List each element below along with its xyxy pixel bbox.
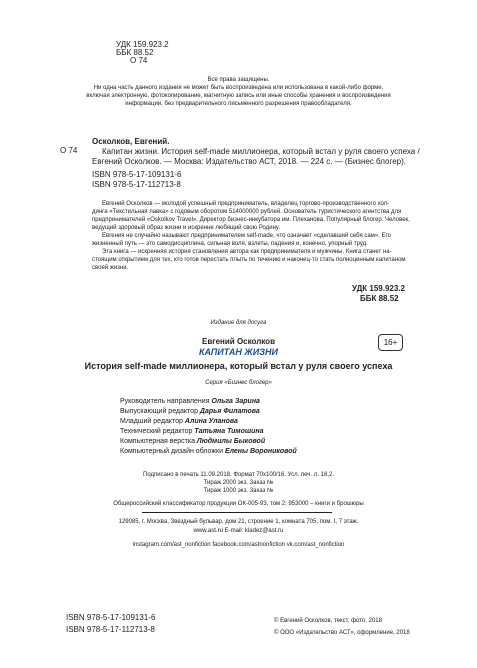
credit-role: Компьютерный дизайн обложки bbox=[120, 448, 224, 455]
annotation-line: предпринимателей «Oskolkov Travel». Директор бизнес-инкубатора им. Плеханова. Популярный блогер. Человек, bbox=[92, 217, 410, 223]
bottom-isbn: ISBN 978-5-17-109131-6 bbox=[66, 613, 156, 622]
copyright-block bbox=[274, 615, 410, 639]
series-label: Серия «Бизнес блогер» bbox=[205, 380, 272, 386]
credit-row bbox=[120, 397, 297, 407]
credit-row bbox=[120, 417, 297, 427]
age-rating-badge: 16+ bbox=[378, 334, 403, 351]
right-udk: УДК 159.923.2 bbox=[352, 284, 405, 293]
rights-notice bbox=[60, 76, 417, 108]
credit-role: Технический редактор bbox=[120, 428, 193, 435]
print-line: Тираж 2000 экз. Заказ № bbox=[203, 480, 274, 486]
catalog-entry bbox=[92, 137, 427, 190]
top-udk: УДК 159.923.2 bbox=[116, 40, 169, 49]
annotation-line: Евгения не случайно называют предпринимателем self-made, что означает «сделавший себя сам». Его bbox=[102, 233, 391, 239]
credit-role: Компьютерная верстка bbox=[120, 438, 195, 445]
top-bbk: ББК 88.52 bbox=[116, 48, 154, 57]
credit-name: Алина Уланова bbox=[184, 418, 238, 425]
credit-row bbox=[120, 427, 297, 437]
address-socials: instagram.com/ast_nonfiction facebook.com/astnonfiction vk.com/ast_nonfiction bbox=[132, 542, 345, 548]
print-info bbox=[0, 471, 477, 495]
rights-line: включая электронную, фотокопирование, магнитную запись или иные способы хранения и воспроизведения bbox=[86, 93, 391, 99]
catalog-description-line: Евгений Осколков. — Москва: Издательство АСТ, 2018. — 224 с. — (Бизнес блогер). bbox=[92, 157, 407, 166]
credit-name: Людмилы Быковой bbox=[196, 438, 266, 445]
annotation-line: стоящим открытием для тех, кто готов перестать плыть по течению и наконец-то стать полноценным капитаном bbox=[92, 257, 406, 263]
annotation bbox=[92, 200, 426, 272]
print-line: Подписано в печать 11.09.2018. Формат 70х100/16. Усл. печ. л. 18,2. bbox=[143, 472, 334, 478]
credit-role: Младший редактор bbox=[120, 418, 183, 425]
annotation-line: ведущий здоровый образ жизни и искренне любящий свою Родину. bbox=[92, 225, 280, 231]
print-line: Тираж 1000 экз. Заказ № bbox=[203, 488, 274, 494]
credit-name: Ольга Зарина bbox=[211, 398, 260, 405]
bottom-isbn-block bbox=[66, 612, 155, 636]
annotation-line: Эта книга — искренняя история становления автора как предпринимателя и мужчины. Книга станет на- bbox=[102, 249, 392, 255]
book-title: КАПИТАН ЖИЗНИ bbox=[199, 347, 278, 357]
catalog-isbn: ISBN 978-5-17-109131-6 bbox=[92, 170, 182, 179]
catalog-description-line: Капитан жизни. История self-made миллионера, который встал у руля своего успеха / bbox=[102, 147, 420, 156]
credit-row bbox=[120, 447, 297, 457]
rights-title: Все права защищены. bbox=[207, 77, 270, 83]
catalog-isbn: ISBN 978-5-17-112713-8 bbox=[92, 180, 181, 189]
divider bbox=[142, 512, 332, 513]
copyright-line: © Евгений Осколков, текст, фото, 2018 bbox=[274, 618, 382, 624]
annotation-line: жизненный путь — это самодисциплина, сильная воля, взлеты, падения и, конечно, упорный труд. bbox=[92, 241, 368, 247]
catalog-author: Осколков, Евгений. bbox=[92, 137, 170, 146]
book-subtitle: История self-made миллионера, который встал у руля своего успеха bbox=[84, 361, 393, 371]
address-contacts: www.ast.ru E-mail: kladez@ast.ru bbox=[193, 528, 284, 534]
credit-role: Выпускающий редактор bbox=[120, 408, 198, 415]
copyright-line: © ООО «Издательство АСТ», оформление, 2018 bbox=[274, 630, 410, 636]
right-codes bbox=[352, 284, 427, 304]
annotation-line: своей жизни. bbox=[92, 265, 129, 271]
annotation-line: динга «Текстильная лавка» с годовым оборотом 514000000 рублей. Основатель туристического агентства для bbox=[92, 209, 402, 215]
credit-role: Руководитель направления bbox=[120, 398, 210, 405]
annotation-line: Евгений Осколков — молодой успешный предприниматель, владелец торгово-производственного хол- bbox=[102, 201, 390, 207]
rights-line: информации, без предварительного письменного разрешения правообладателя. bbox=[125, 101, 352, 107]
credit-name: Татьяна Тимошина bbox=[194, 428, 264, 435]
catalog-code: О 74 bbox=[60, 146, 78, 155]
credit-row bbox=[120, 407, 297, 417]
top-udk-block bbox=[116, 41, 169, 65]
top-code: О 74 bbox=[130, 56, 148, 65]
right-bbk: ББК 88.52 bbox=[360, 294, 399, 303]
address-line: 129085, г. Москва, Звездный бульвар, дом 21, строение 1, комната 705, пом. I, 7 этаж. bbox=[118, 519, 359, 525]
publisher-address bbox=[0, 518, 477, 550]
leisure-label: Издание для досуга bbox=[210, 320, 267, 326]
rights-line: Ни одна часть данного издания не может быть воспроизведена или использована в какой-либо форме, bbox=[93, 85, 384, 91]
okp-classifier: Общероссийский классификатор продукции ОК-005-93, том 2; 953000 – книги и брошюры bbox=[113, 501, 364, 507]
credit-row bbox=[120, 437, 297, 447]
credit-name: Елены Ворониковой bbox=[224, 448, 297, 455]
author-name: Евгений Осколков bbox=[202, 337, 275, 346]
credits bbox=[120, 397, 297, 457]
credit-name: Дарья Филатова bbox=[199, 408, 260, 415]
bottom-isbn: ISBN 978-5-17-112713-8 bbox=[66, 625, 155, 634]
